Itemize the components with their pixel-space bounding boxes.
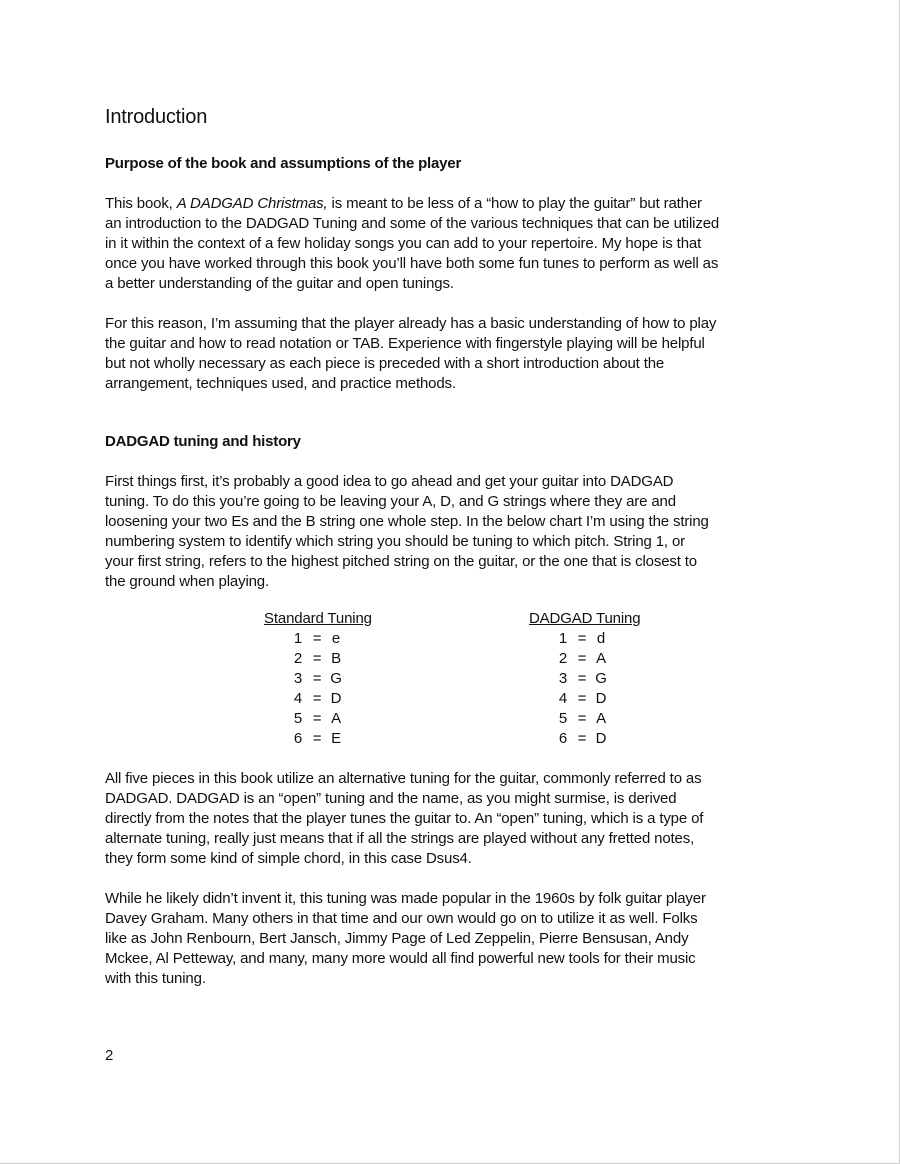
- text-line: For this reason, I’m assuming that the player already has a basic understanding of how to play: [105, 315, 717, 332]
- string-note: D: [595, 690, 607, 707]
- tuning-row: [290, 669, 372, 689]
- string-number: 3: [293, 670, 303, 687]
- text-line: Mckee, Al Petteway, and many, many more would all find powerful new tools for their music: [105, 950, 696, 967]
- string-note: E: [331, 730, 341, 747]
- equals-sign: =: [312, 670, 322, 687]
- text-line: but not wholly necessary as each piece is preceded with a short introduction about the: [105, 355, 665, 372]
- string-number: 1: [293, 630, 303, 647]
- text-line: directly from the notes that the player tunes the guitar to. An “open” tuning, which is a type of: [105, 810, 704, 827]
- tuning-row: [555, 709, 640, 729]
- tuning-row: [555, 689, 640, 709]
- string-number: 2: [293, 650, 303, 667]
- text-line: once you have worked through this book you’ll have both some fun tunes to perform as well as: [105, 255, 719, 272]
- equals-sign: =: [577, 730, 587, 747]
- equals-sign: =: [577, 670, 587, 687]
- text-line: with this tuning.: [105, 970, 206, 987]
- tuning-row: [555, 629, 640, 649]
- standard-tuning-chart: [264, 609, 372, 749]
- text-line: a better understanding of the guitar and open tunings.: [105, 275, 454, 292]
- text-line: numbering system to identify which string you should be tuning to which pitch. String 1, or: [105, 533, 685, 550]
- string-number: 1: [558, 630, 568, 647]
- page-number: 2: [105, 1047, 114, 1064]
- equals-sign: =: [577, 690, 587, 707]
- dadgad-tuning-header: DADGAD Tuning: [529, 610, 641, 627]
- string-number: 6: [293, 730, 303, 747]
- string-note: G: [330, 670, 342, 687]
- equals-sign: =: [577, 650, 587, 667]
- string-note: D: [595, 730, 607, 747]
- string-number: 4: [558, 690, 568, 707]
- string-number: 5: [293, 710, 303, 727]
- string-note: D: [330, 690, 342, 707]
- text-line: your first string, refers to the highest pitched string on the guitar, or the one that is closest to: [105, 553, 697, 570]
- text-line: All five pieces in this book utilize an alternative tuning for the guitar, commonly referred to as: [105, 770, 702, 787]
- string-number: 4: [293, 690, 303, 707]
- text-line: an introduction to the DADGAD Tuning and some of the various techniques that can be utilized: [105, 215, 720, 232]
- page-title: Introduction: [105, 106, 208, 128]
- dadgad-tuning-chart: [529, 609, 640, 749]
- string-note: G: [595, 670, 607, 687]
- tuning-row: [555, 649, 640, 669]
- paragraph-open-tuning: [105, 769, 795, 869]
- text-line: in it within the context of a few holiday songs you can add to your repertoire. My hope is that: [105, 235, 702, 252]
- text-line: [105, 194, 795, 214]
- paragraph-assumptions: [105, 314, 795, 394]
- tuning-row: [290, 709, 372, 729]
- tuning-row: [290, 729, 372, 749]
- paragraph-history: [105, 889, 795, 989]
- text-line: they form some kind of simple chord, in this case Dsus4.: [105, 850, 472, 867]
- section-heading-purpose: Purpose of the book and assumptions of the player: [105, 155, 462, 172]
- book-title-italic: A DADGAD Christmas,: [176, 195, 328, 212]
- string-note: A: [596, 650, 606, 667]
- string-note: A: [596, 710, 606, 727]
- string-number: 6: [558, 730, 568, 747]
- equals-sign: =: [312, 710, 322, 727]
- paragraph-purpose-intro: [105, 194, 795, 294]
- string-number: 3: [558, 670, 568, 687]
- text-line: like as John Renbourn, Bert Jansch, Jimmy Page of Led Zeppelin, Pierre Bensusan, Andy: [105, 930, 689, 947]
- string-number: 5: [558, 710, 568, 727]
- string-number: 2: [558, 650, 568, 667]
- string-note: e: [331, 630, 341, 647]
- tuning-row: [555, 669, 640, 689]
- tuning-row: [290, 629, 372, 649]
- tuning-row: [555, 729, 640, 749]
- string-note: B: [331, 650, 341, 667]
- text-line: the guitar and how to read notation or TAB. Experience with fingerstyle playing will be helpful: [105, 335, 705, 352]
- text-line: First things first, it’s probably a good idea to go ahead and get your guitar into DADGAD: [105, 473, 674, 490]
- text-segment: is meant to be less of a “how to play the guitar” but rather: [327, 195, 702, 212]
- equals-sign: =: [312, 630, 322, 647]
- section-heading-dadgad: DADGAD tuning and history: [105, 433, 301, 450]
- string-note: d: [596, 630, 606, 647]
- text-segment: This book,: [105, 195, 177, 212]
- standard-tuning-header: Standard Tuning: [264, 610, 372, 627]
- text-line: tuning. To do this you’re going to be leaving your A, D, and G strings where they are and: [105, 493, 676, 510]
- tuning-row: [290, 689, 372, 709]
- equals-sign: =: [312, 730, 322, 747]
- equals-sign: =: [312, 650, 322, 667]
- paragraph-get-into-tuning: [105, 472, 795, 592]
- equals-sign: =: [577, 630, 587, 647]
- text-line: While he likely didn’t invent it, this tuning was made popular in the 1960s by folk guitar player: [105, 890, 706, 907]
- string-note: A: [331, 710, 341, 727]
- text-line: the ground when playing.: [105, 573, 270, 590]
- equals-sign: =: [577, 710, 587, 727]
- tuning-row: [290, 649, 372, 669]
- text-line: arrangement, techniques used, and practice methods.: [105, 375, 456, 392]
- equals-sign: =: [312, 690, 322, 707]
- text-line: DADGAD. DADGAD is an “open” tuning and the name, as you might surmise, is derived: [105, 790, 677, 807]
- text-line: loosening your two Es and the B string one whole step. In the below chart I’m using the string: [105, 513, 709, 530]
- text-line: alternate tuning, really just means that if all the strings are played without any fretted notes,: [105, 830, 695, 847]
- text-line: Davey Graham. Many others in that time and our own would go on to utilize it as well. Folks: [105, 910, 698, 927]
